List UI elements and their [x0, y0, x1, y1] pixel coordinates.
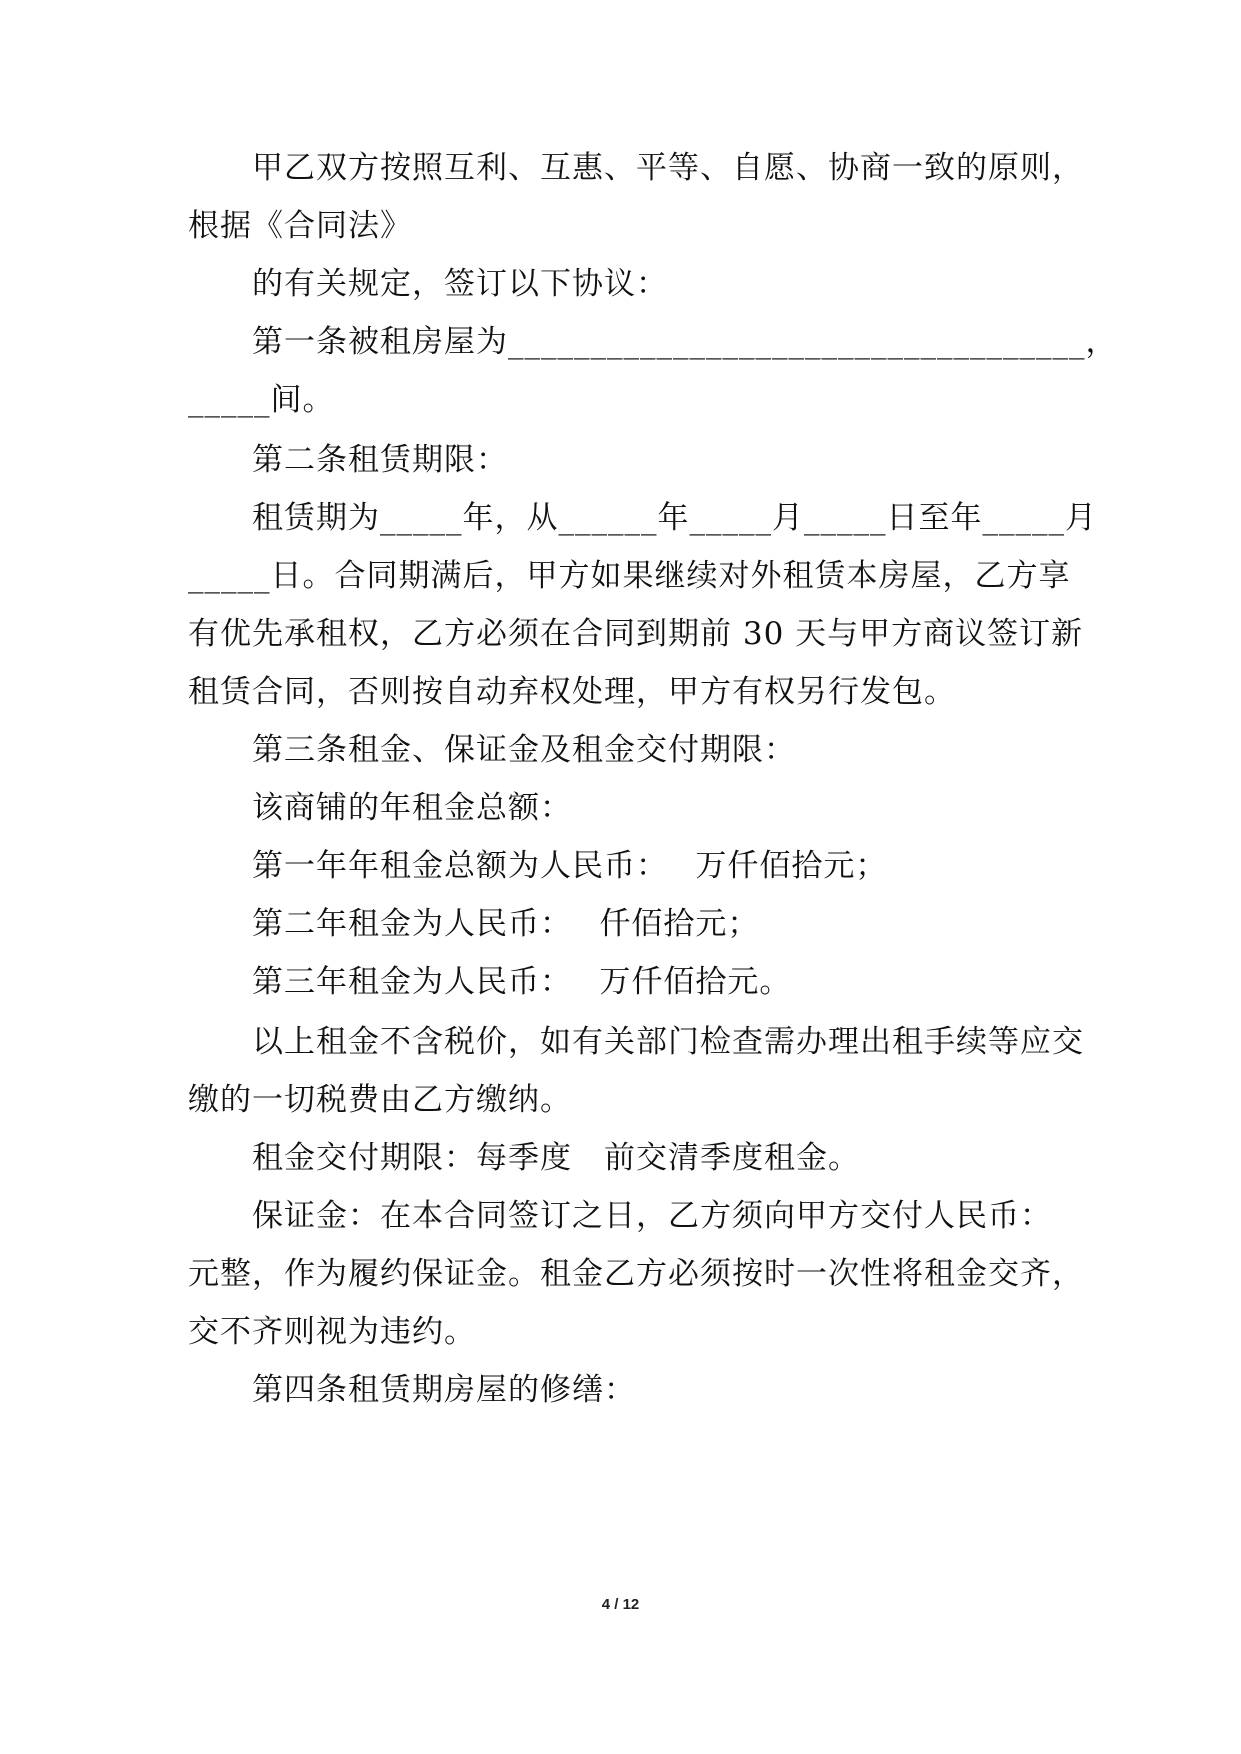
- paragraph-line: 缴的一切税费由乙方缴纳。: [188, 1082, 572, 1118]
- paragraph-line: 交不齐则视为违约。: [188, 1314, 476, 1350]
- paragraph-line: 的有关规定，签订以下协议：: [252, 266, 668, 302]
- paragraph-line: 租赁合同，否则按自动弃权处理，甲方有权另行发包。: [188, 674, 956, 710]
- paragraph-line: 第二年租金为人民币： 仟佰拾元；: [252, 906, 760, 942]
- paragraph-line: 第二条租赁期限：: [252, 442, 508, 478]
- paragraph-line: 有优先承租权，乙方必须在合同到期前 30 天与甲方商议签订新: [188, 616, 1084, 652]
- paragraph-line: 第四条租赁期房屋的修缮：: [252, 1372, 636, 1408]
- paragraph-line: 以上租金不含税价，如有关部门检查需办理出租手续等应交: [252, 1024, 1084, 1060]
- paragraph-line: 租金交付期限：每季度 前交清季度租金。: [252, 1140, 860, 1176]
- paragraph-line: 保证金：在本合同签订之日，乙方须向甲方交付人民币：: [252, 1198, 1052, 1234]
- paragraph-line: 该商铺的年租金总额：: [252, 790, 572, 826]
- paragraph-line: 第三年租金为人民币： 万仟佰拾元。: [252, 964, 792, 1000]
- paragraph-line: 元整，作为履约保证金。租金乙方必须按时一次性将租金交齐，: [188, 1256, 1084, 1292]
- paragraph-line: _____间。: [188, 382, 335, 418]
- paragraph-line: 第一条被租房屋为___________________________________，: [252, 324, 1118, 360]
- paragraph-line: 第一年年租金总额为人民币： 万仟佰拾元；: [252, 848, 888, 884]
- paragraph-line: 根据《合同法》: [188, 208, 412, 244]
- paragraph-line: _____日。合同期满后，甲方如果继续对外租赁本房屋，乙方享: [188, 558, 1071, 594]
- paragraph-line: 第三条租金、保证金及租金交付期限：: [252, 732, 796, 768]
- paragraph-line: 甲乙双方按照互利、互惠、平等、自愿、协商一致的原则，: [252, 150, 1084, 186]
- paragraph-line: 租赁期为_____年，从______年_____月_____日至年_____月: [252, 500, 1097, 536]
- page-number: 4 / 12: [601, 1596, 640, 1613]
